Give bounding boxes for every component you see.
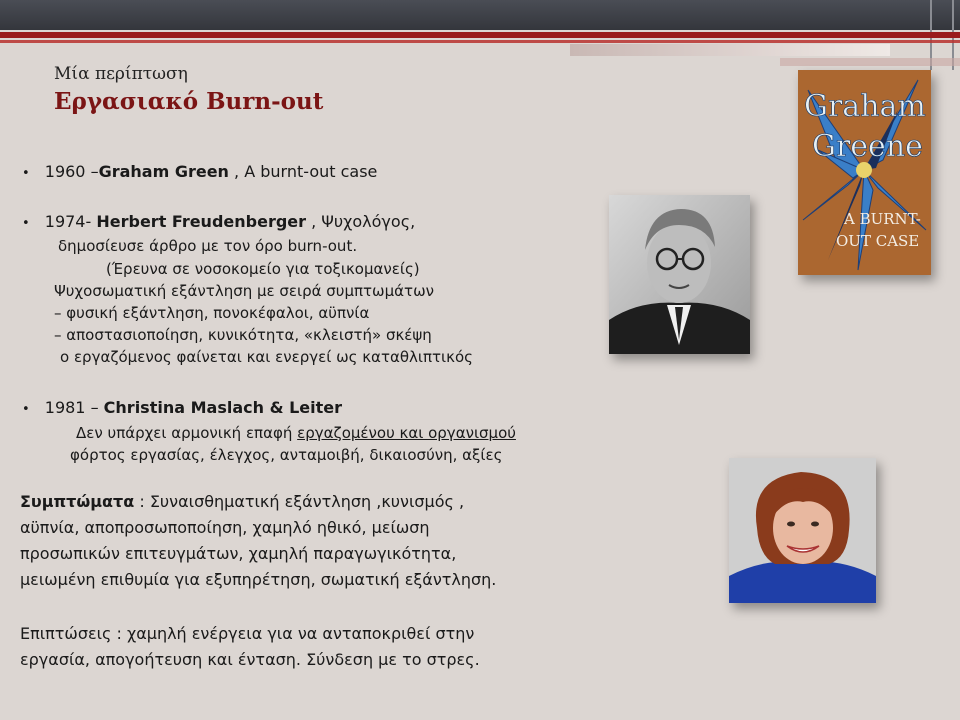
book-author-line2: Greene: [812, 129, 923, 164]
portrait-maslach: [729, 458, 876, 603]
symptoms-line2: αϋπνία, αποπροσωποποίηση, χαμηλό ηθικό, μείωση: [20, 518, 430, 537]
item-1981-line2: [76, 424, 516, 442]
item-year: 1981 –: [44, 398, 99, 417]
item-1974-line6: – αποστασιοποίηση, κυνικότητα, «κλειστή» σκέψη: [54, 326, 432, 344]
item-text: , Ψυχολόγος,: [306, 212, 416, 231]
book-cover-image: [798, 70, 931, 275]
item-text: , A burnt-out case: [228, 162, 378, 181]
consequences-line1: Επιπτώσεις : χαμηλή ενέργεια για να ανταποκριθεί στην: [20, 624, 475, 643]
item-1974-line4: Ψυχοσωματική εξάντληση με σειρά συμπτωμάτων: [54, 282, 435, 300]
list-item-1981: [22, 398, 342, 417]
item-name: Christina Maslach & Leiter: [103, 398, 343, 417]
consequences-line2: εργασία, απογοήτευση και ένταση. Σύνδεση με το στρες.: [20, 650, 480, 669]
accent-band-thin: [0, 40, 960, 43]
list-item-1960: [22, 162, 377, 181]
top-bar: [0, 0, 960, 30]
accent-gradient: [570, 44, 890, 56]
list-item-1974: [22, 212, 415, 231]
item-year: 1960 –: [44, 162, 99, 181]
slide-title: Εργασιακό Burn-out: [54, 88, 324, 115]
accent-band: [0, 32, 960, 38]
book-author-line1: Graham: [804, 89, 926, 124]
symptoms-label: Συμπτώματα: [20, 492, 135, 511]
portrait-freudenberger: [609, 195, 750, 354]
book-title-line1: A BURNT-: [844, 210, 921, 228]
symptoms-text: : Συναισθηματική εξάντληση ,κυνισμός ,: [134, 492, 465, 511]
accent-gradient-small: [780, 58, 960, 66]
item-name: Graham Green: [98, 162, 229, 181]
portrait-bw-art: [609, 195, 750, 354]
item-text: Δεν υπάρχει αρμονική επαφή: [76, 424, 298, 442]
item-underlined: εργαζομένου και οργανισμού: [297, 424, 516, 442]
item-1981-line3: φόρτος εργασίας, έλεγχος, ανταμοιβή, δικαιοσύνη, αξίες: [70, 446, 503, 464]
book-title-line2: OUT CASE: [836, 232, 920, 250]
symptoms-line3: προσωπικών επιτευγμάτων, χαμηλή παραγωγικότητα,: [20, 544, 457, 563]
item-1974-line2: δημοσίευσε άρθρο με τον όρο burn-out.: [58, 237, 358, 255]
slide-subtitle: Μία περίπτωση: [54, 64, 188, 84]
book-cover-art: [798, 70, 931, 275]
item-year: 1974-: [44, 212, 92, 231]
item-1974-line3: (Έρευνα σε νοσοκομείο για τοξικομανείς): [106, 260, 420, 278]
item-name: Herbert Freudenberger: [96, 212, 307, 231]
portrait-color-art: [729, 458, 876, 603]
symptoms-line1: [20, 492, 464, 511]
symptoms-line4: μειωμένη επιθυμία για εξυπηρέτηση, σωματική εξάντληση.: [20, 570, 497, 589]
item-1974-line5: – φυσική εξάντληση, πονοκέφαλοι, αϋπνία: [54, 304, 370, 322]
item-1974-line7: ο εργαζόμενος φαίνεται και ενεργεί ως καταθλιπτικός: [60, 348, 473, 366]
